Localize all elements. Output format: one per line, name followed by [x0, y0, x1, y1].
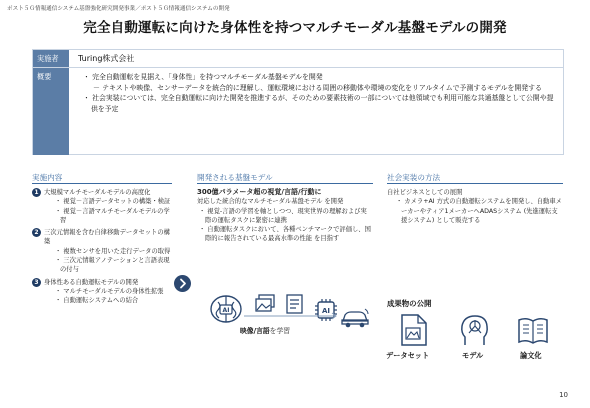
section-divider: [32, 183, 172, 184]
deliverable-label: 論文化: [520, 351, 542, 360]
step-title: 大規模マルチモーダルモデルの高度化: [44, 189, 151, 196]
step-item: [32, 228, 172, 274]
summary-sub-bullet: － テキストや映像、センサーデータを統合的に理解し、運転環境における周囲の移動体や環境の変化をリアルタイムで予測するモデルを開発する: [93, 83, 542, 92]
page-number: 10: [559, 391, 568, 399]
step-title: 身体性ある自動運転モデルの開発: [44, 278, 139, 286]
summary-text: [78, 72, 560, 115]
illustration-label: 映像/言語を学習: [240, 327, 291, 335]
section-divider: [387, 183, 563, 184]
step-bullet: ・ 三次元情報アノテーションと言語表現の付与: [55, 257, 170, 274]
person-head-icon: [459, 313, 491, 347]
step-item: [32, 278, 172, 306]
org-row: [33, 50, 563, 68]
step-number: 2: [32, 228, 41, 237]
summary-bullet-2: ・ 社会実装については、完全自動運転に向けた開発を推進するが、そのための要素技術の一部については他領域でも利用可能な共通基盤として公開や提供を予定: [83, 94, 554, 114]
step-bullet: ・ マルチモーダルモデルの身体性拡張: [55, 287, 164, 295]
breadcrumb: ポスト５Ｇ情報通信システム基盤強化研究開発事業／ポスト５Ｇ情報通信システムの開発: [7, 6, 230, 12]
svg-text:AI: AI: [222, 307, 230, 314]
step-bullet: ・ 視覚－言語マルチモーダルモデルの学習: [55, 207, 170, 224]
model-column: [197, 188, 373, 244]
step-number: 1: [32, 188, 41, 197]
car-icon: [340, 306, 370, 328]
deliverable-label: データセット: [386, 351, 430, 360]
summary-bullet-1: ・ 完全自動運転を見据え、「身体性」を持つマルチモーダル基盤モデルを開発: [83, 73, 323, 81]
svg-text:AI: AI: [321, 307, 331, 315]
chevron-right-icon: [174, 275, 191, 292]
step-bullet: ・ 自動運転システムへの結合: [55, 297, 139, 305]
section-heading-social: 社会実装の方法: [387, 173, 441, 182]
step-number: 3: [32, 278, 41, 287]
section-divider: [197, 183, 373, 184]
org-value: Turing株式会社: [78, 54, 135, 63]
step-bullet: ・ 視覚－言語データセットの構築・検証: [55, 198, 171, 206]
deliverable-label: モデル: [462, 351, 484, 360]
brain-icon: [208, 293, 244, 327]
model-lead: 300億パラメータ超の視覚/言語/行動に: [197, 188, 322, 196]
section-heading-content: 実施内容: [32, 173, 63, 182]
info-table: [32, 49, 564, 155]
step-title: 三次元情報を含む自律移動データセットの構築: [44, 229, 170, 246]
social-column: [387, 188, 562, 225]
content-column: [32, 188, 172, 306]
model-bullet: ・ 自動運転タスクにおいて、各種ベンチマークで評価し、国際的に報告されている最高水準の性能 を目指す: [199, 226, 371, 243]
book-icon: [516, 313, 550, 347]
step-bullet: ・ 複数センサを用いた走行データの取得: [55, 247, 171, 255]
document-image-icon: [398, 313, 430, 347]
step-item: [32, 188, 172, 225]
model-lead-2: 対応した統合的なマルチモーダル基盤モデル を開発: [197, 198, 344, 206]
page-title: 完全自動運転に向けた身体性を持つマルチモーダル基盤モデルの開発: [83, 20, 507, 36]
summary-label: 概要: [33, 68, 69, 155]
social-lead: 自社ビジネスとしての展開: [387, 189, 463, 196]
org-label: 実施者: [33, 50, 69, 67]
flow-arrow: [242, 312, 342, 320]
social-bullet: ・ カメラ+AI 方式の自動運転システムを開発し、自動車メーカーやティア1メーカーへADASシステム (先進運転支援システム) として販売する: [396, 198, 562, 224]
model-bullet: ・ 視覚-言語の学習を軸としつつ、現実世界の理解および実際の運転タスクに緊密に連携: [199, 207, 367, 224]
section-heading-model: 開発される基盤モデル: [197, 173, 273, 182]
deliverables-title: 成果物の公開: [387, 299, 432, 308]
